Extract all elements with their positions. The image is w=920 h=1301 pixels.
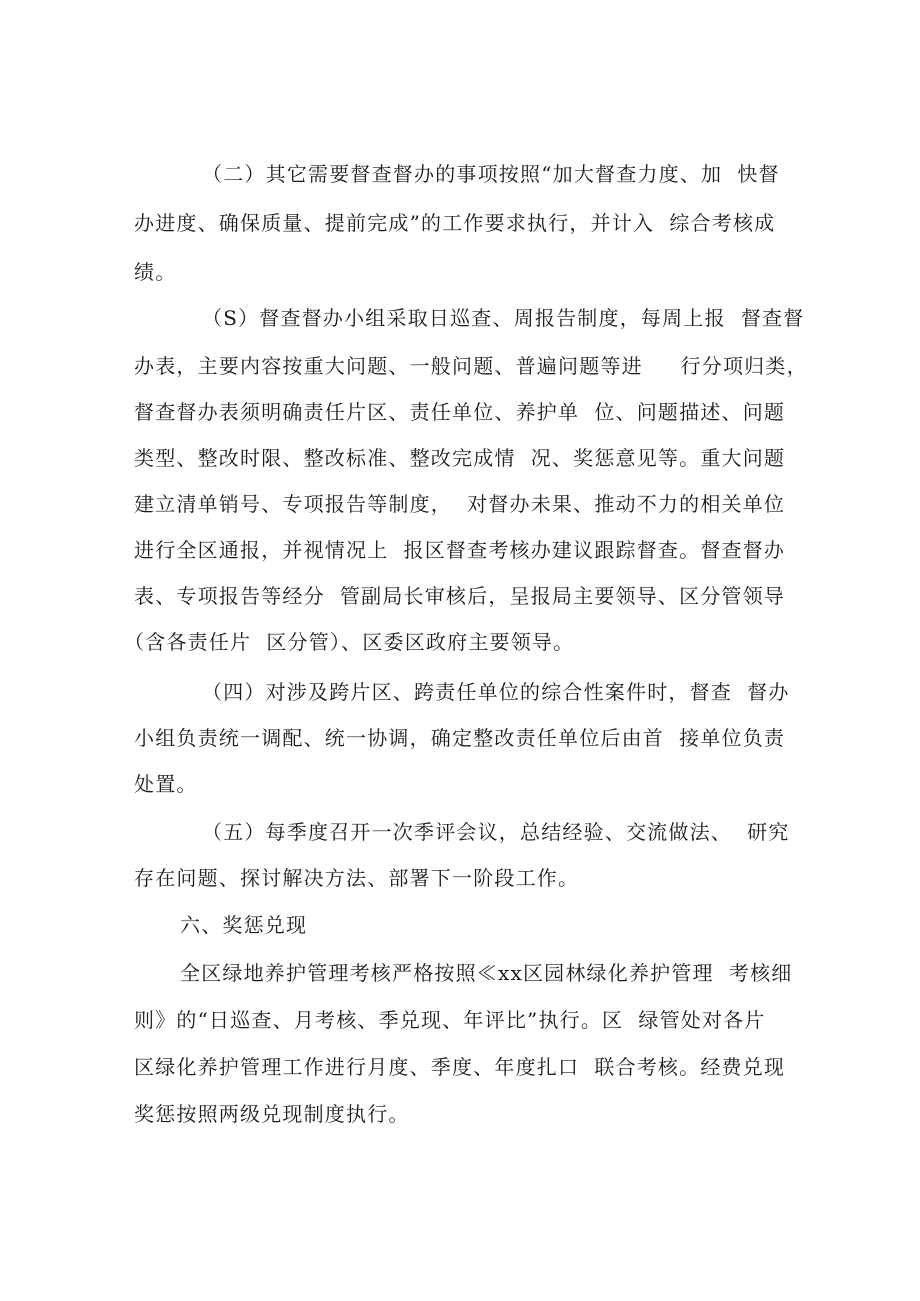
text-line: 建立清单销号、专项报告等制度， 对督办未果、推动不力的相关单位 (134, 492, 786, 516)
text-line: （S）督查督办小组采取日巡查、周报告制度，每周上报 督查督 (202, 306, 805, 330)
text-line: 处置。 (134, 772, 198, 796)
text-line: 办表，主要内容按重大问题、一般问题、普遍问题等进 行分项归类， (134, 354, 808, 378)
text-line: 则》的“日巡查、月考核、季兑现、年评比”执行。区 绿管处对各片 (134, 1008, 766, 1032)
text-line: 办进度、确保质量、提前完成”的工作要求执行，并计入 综合考核成 (134, 211, 776, 235)
text-line: （二）其它需要督查督办的事项按照“加大督查力度、加 快督 (202, 162, 780, 186)
text-line: 督查督办表须明确责任片区、责任单位、养护单 位、问题描述、问题 (134, 400, 786, 424)
text-line: 绩。 (134, 260, 177, 284)
text-line: 全区绿地养护管理考核严格按照≪xx区园林绿化养护管理 考核细 (180, 961, 793, 985)
text-line: （四）对涉及跨片区、跨责任单位的综合性案件时，督查 督办 (202, 680, 790, 704)
text-line: （五）每季度召开一次季评会议，总结经验、交流做法、 研究 (202, 820, 790, 844)
text-line: 小组负责统一调配、统一协调，确定整改责任单位后由首 接单位负责 (134, 726, 786, 750)
text-line: 表、专项报告等经分 管副局长审核后，呈报局主要领导、区分管领导 (134, 584, 786, 608)
text-line: 存在问题、探讨解决方法、部署下一阶段工作。 (134, 866, 580, 890)
text-line: 区绿化养护管理工作进行月度、季度、年度扎口 联合考核。经费兑现 (134, 1055, 786, 1079)
section-heading: 六、奖惩兑现 (180, 913, 308, 937)
text-line: （含各责任片 区分管）、区委区政府主要领导。 (124, 630, 575, 654)
text-line: 进行全区通报，并视情况上 报区督查考核办建议跟踪督查。督查督办 (134, 538, 786, 562)
text-line: 类型、整改时限、整改标准、整改完成情 况、奖惩意见等。重大问题 (134, 446, 786, 470)
text-line: 奖惩按照两级兑现制度执行。 (134, 1102, 410, 1126)
